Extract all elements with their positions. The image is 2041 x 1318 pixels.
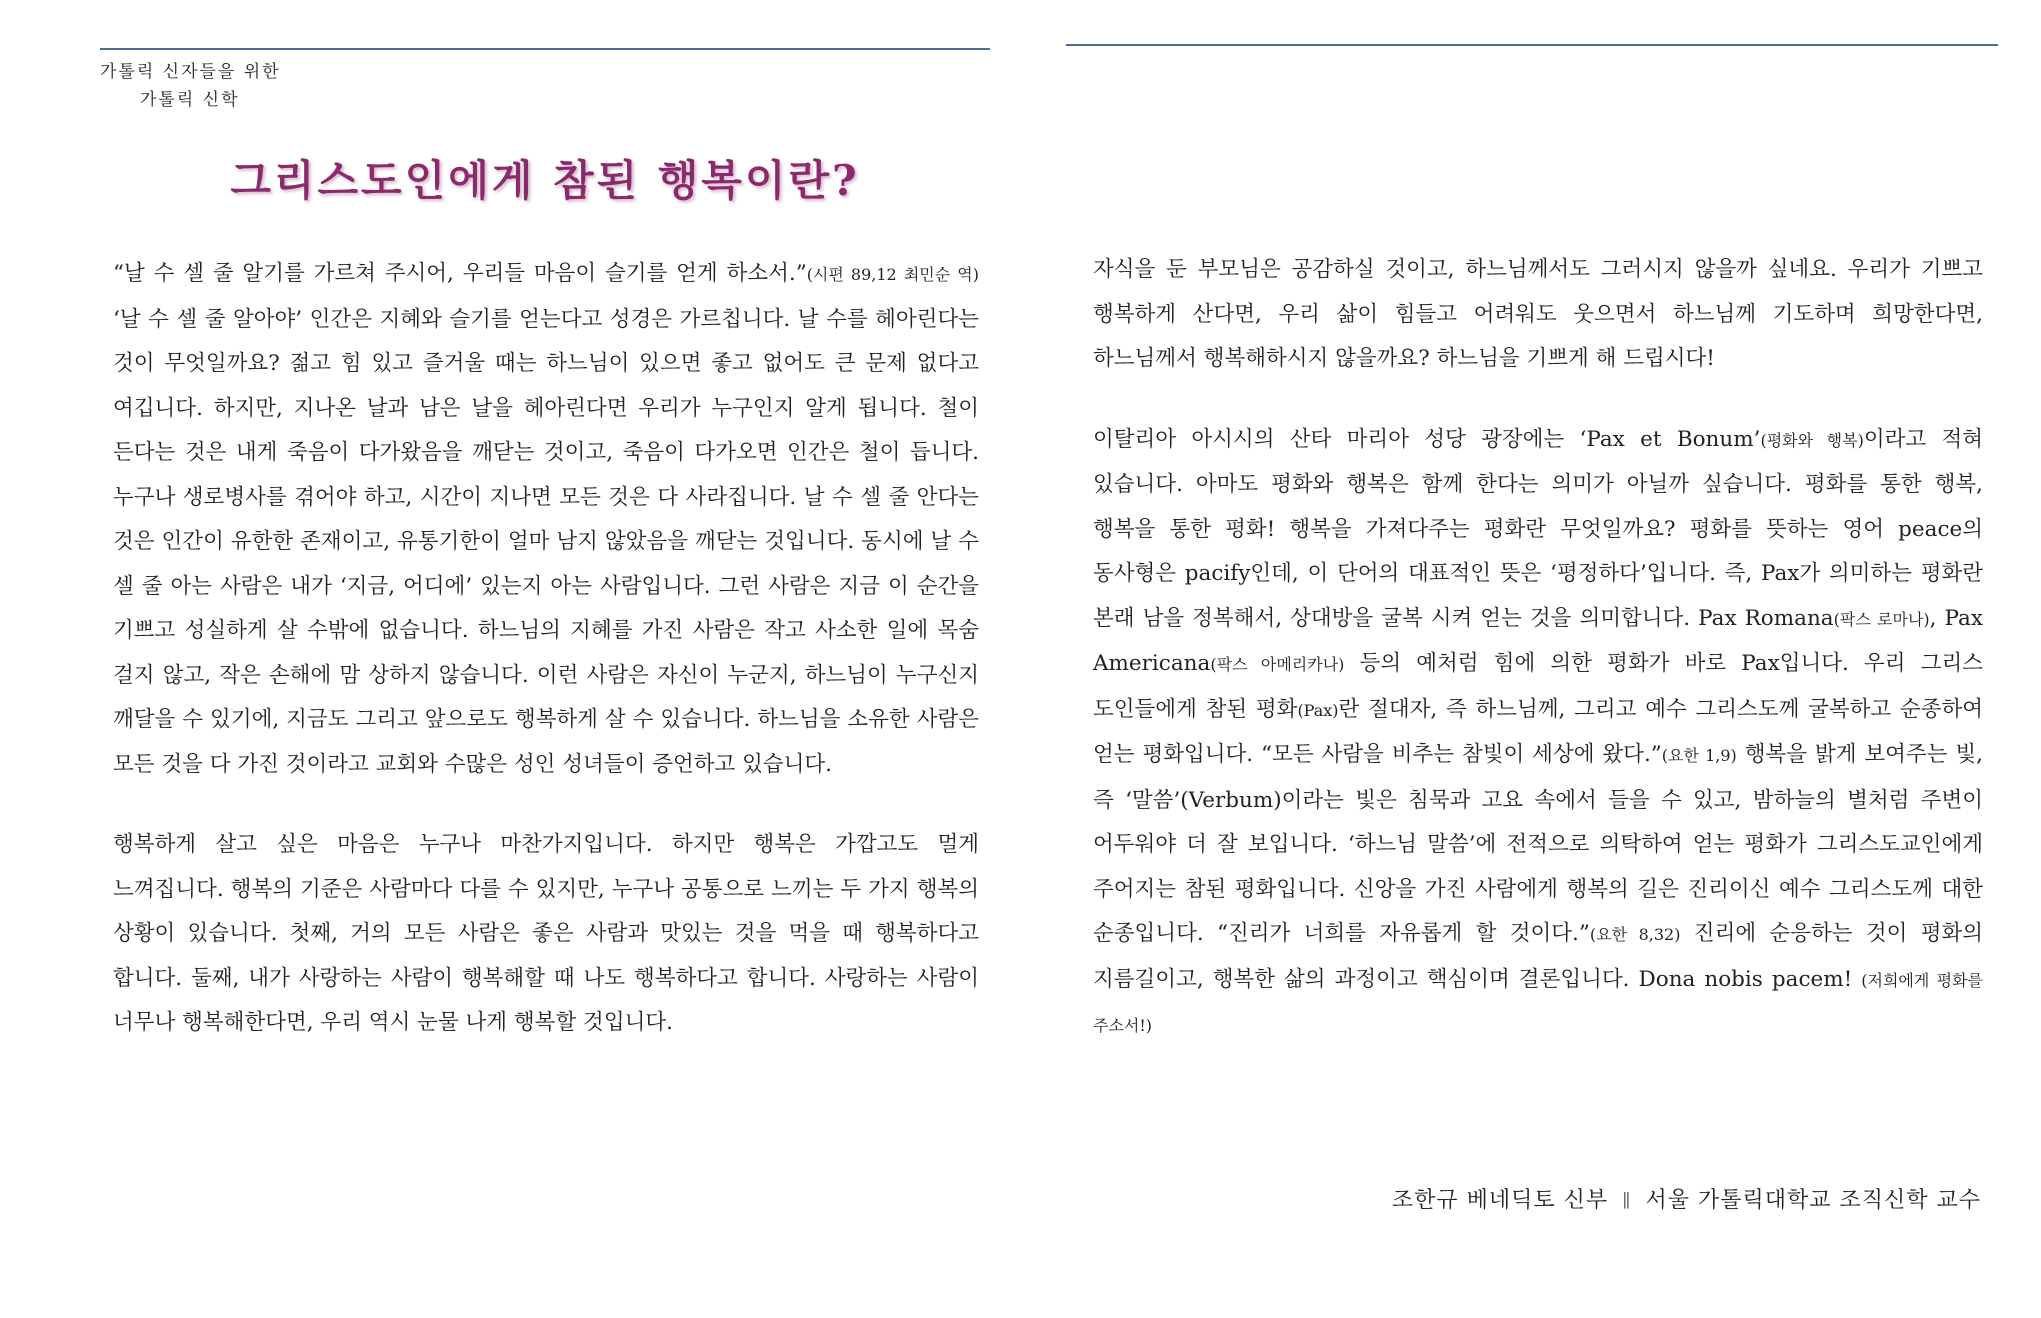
- paragraph-3: 자식을 둔 부모님은 공감하실 것이고, 하느님께서도 그러시지 않을까 싶네요. 우리가 기쁘고 행복하게 산다면, 우리 삶이 힘들고 어려워도 웃으면서 하느님께 기도하며 희망한다면, 하느님께서 행복해하시지 않을까요? 하느님을 기쁘게 해 드립시다!: [1093, 257, 1983, 371]
- p4-note-7: (저희에게 평화를 주소서!): [1093, 970, 1983, 1035]
- author-name: 조한규 베네딕토 신부: [1391, 1188, 1609, 1213]
- author-signature: [1392, 1183, 1981, 1214]
- paragraph-1-text: ‘날 수 셀 줄 알아야’ 인간은 지혜와 슬기를 얻는다고 성경은 가르칩니다. 날 수를 헤아린다는 것이 무엇일까요? 젊고 힘 있고 즐거울 때는 하느님이 있으면 좋고 없어도 큰 문제 없다고 여깁니다. 하지만, 지나온 날과 남은 날을 헤아린다면 우리가 누구인지 알게 됩니다. 철이 든다는 것은 내게 죽음이 다가왔음을 깨닫는 것이고, 죽음이 다가오면 인간은 철이 듭니다. 누구나 생로병사를 겪어야 하고, 시간이 지나면 모든 것은 다 사라집니다. 날 수 셀 줄 안다는 것은 인간이 유한한 존재이고, 유통기한이 얼마 남지 않았음을 깨닫는 것입니다. 동시에 날 수 셀 줄 아는 사람은 내가 ‘지금, 어디에’ 있는지 아는 사람입니다. 그런 사람은 지금 이 순간을 기쁘고 성실하게 살 수밖에 없습니다. 하느님의 지혜를 가진 사람은 작고 사소한 일에 목숨 걸지 않고, 작은 손해에 맘 상하지 않습니다. 이런 사람은 자신이 누군지, 하느님이 누구신지 깨달을 수 있기에, 지금도 그리고 앞으로도 행복하게 살 수 있습니다. 하느님을 소유한 사람은 모든 것을 다 가진 것이라고 교회와 수많은 성인 성녀들이 증언하고 있습니다.: [113, 306, 979, 777]
- p4-seg-3: , Pax Americana: [1093, 605, 1983, 676]
- paragraph-4: [1093, 418, 1983, 1049]
- p4-seg-2: 이라고 적혀 있습니다. 아마도 평화와 행복은 함께 한다는 의미가 아닐까 싶습니다. 평화를 통한 행복, 행복을 통한 평화! 행복을 가져다주는 평화란 무엇일까요? 평화를 뜻하는 영어 peace의 동사형은 pacify인데, 이 단어의 대표적인 뜻은 ‘평정하다’입니다. 즉, Pax가 의미하는 평화란 본래 남을 정복해서, 상대방을 굴복 시켜 얻는 것을 의미합니다. Pax Romana: [1093, 426, 1983, 631]
- p4-note-4: (Pax): [1297, 700, 1339, 720]
- p4-seg-1: 이탈리아 아시시의 산타 마리아 성당 광장에는 ‘Pax et Bonum’: [1093, 426, 1761, 452]
- p4-seg-4: 등의 예처럼 힘에 의한 평화가 바로 Pax입니다. 우리 그리스 도인들에게 참된 평화: [1093, 651, 1983, 722]
- series-header-line1: 가톨릭 신자들을 위한: [100, 62, 281, 82]
- article-title: 그리스도인에게 참된 행복이란?: [230, 156, 860, 205]
- psalm-quote: “날 수 셀 줄 알기를 가르쳐 주시어, 우리들 마음이 슬기를 얻게 하소서.”: [113, 261, 807, 286]
- series-header: [100, 58, 281, 114]
- paragraph-2: 행복하게 살고 싶은 마음은 누구나 마찬가지입니다. 하지만 행복은 가깝고도 멀게 느껴집니다. 행복의 기준은 사람마다 다를 수 있지만, 누구나 공통으로 느끼는 두 가지 행복의 상황이 있습니다. 첫째, 거의 모든 사람은 좋은 사람과 맛있는 것을 먹을 때 행복하다고 합니다. 둘째, 내가 사랑하는 사람이 행복해할 때 나도 행복하다고 합니다. 사랑하는 사람이 너무나 행복해한다면, 우리 역시 눈물 나게 행복할 것입니다.: [113, 832, 979, 1035]
- p4-seg-6: 행복을 밝게 보여주는 빛, 즉 ‘말씀’(Verbum)이라는 빛은 침묵과 고요 속에서 들을 수 있고, 밤하늘의 별처럼 주변이 어두워야 더 잘 보입니다. ‘하느님 말씀’에 전적으로 의탁하여 얻는 평화가 그리스도교인에게 주어지는 참된 평화입니다. 신앙을 가진 사람에게 행복의 길은 진리이신 예수 그리스도께 대한 순종입니다. “진리가 너희를 자유롭게 할 것이다.”: [1093, 742, 1983, 946]
- header-rule-right: [1066, 44, 1998, 46]
- p4-note-6: (요한 8,32): [1589, 925, 1681, 944]
- right-column: [1093, 248, 1983, 1049]
- left-column: [113, 252, 979, 1046]
- p4-seg-5: 란 절대자, 즉 하느님께, 그리고 예수 그리스도께 굴복하고 순종하여 얻는 평화입니다. “모든 사람을 비추는 참빛이 세상에 왔다.”: [1093, 696, 1984, 767]
- series-header-line2: 가톨릭 신학: [140, 90, 240, 110]
- signature-separator: ∥: [1622, 1191, 1632, 1212]
- header-rule-left: [100, 48, 990, 50]
- p4-note-2: (팍스 로마나): [1833, 609, 1930, 629]
- psalm-reference: (시편 89,12 최민순 역): [806, 265, 979, 284]
- author-affiliation: 서울 가톨릭대학교 조직신학 교수: [1645, 1188, 1981, 1213]
- paragraph-1: [113, 252, 979, 787]
- p4-note-1: (평화와 행복): [1760, 430, 1864, 450]
- p4-note-3: (팍스 아메리카나): [1210, 655, 1345, 674]
- p4-seg-7: 진리에 순응하는 것이 평화의 지름길이고, 행복한 삶의 과정이고 핵심이며 결론입니다. Dona nobis pacem!: [1093, 921, 1984, 992]
- p4-note-5: (요한 1,9): [1661, 746, 1737, 765]
